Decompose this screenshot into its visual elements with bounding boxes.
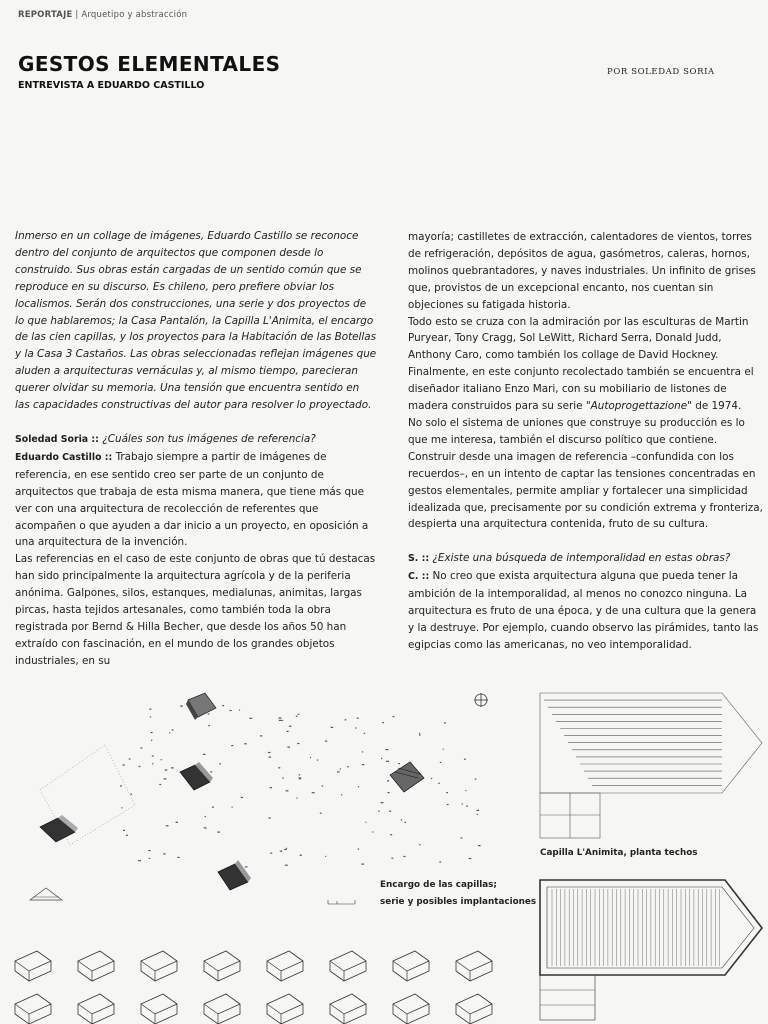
text-column-right bbox=[408, 229, 764, 654]
chapels-caption bbox=[380, 877, 536, 911]
question-2-speaker: S. :: bbox=[408, 553, 430, 565]
text-column-left bbox=[15, 228, 377, 670]
answer-1-paragraph-2: Las referencias en el caso de este conjunto de obras que tú destacas han sido principalmente la arquitectura agrícola y de la periferia anónima. Galpones, silos, estanques, medialunas, animitas, largas pircas, hasta tejidos artesanales, como también toda la obra registrada por Bernd & Hilla Becher, que desde los años 50 han extraído con fascinación, en el mundo de los grandes objetos industriales, en su bbox=[15, 553, 376, 667]
answer-2-speaker: C. :: bbox=[408, 571, 430, 583]
header-separator: | bbox=[72, 10, 82, 20]
chapel-block-2 bbox=[180, 762, 213, 790]
right-paragraph-3 bbox=[408, 364, 764, 415]
chapels-site-plan bbox=[30, 693, 488, 904]
chapel-block-1 bbox=[186, 693, 216, 720]
section-name: REPORTAJE bbox=[18, 10, 73, 20]
plan-caption: Capilla L'Animita, planta techos bbox=[540, 848, 698, 858]
question-2 bbox=[408, 550, 764, 568]
answer-1-text: Trabajo siempre a partir de imágenes de referencia, en ese sentido creo ser parte de un conjunto de arquitectos que trabaja de esta misma manera, que tiene más que ver con una arquitectura de recolección de referentes que acompañen o que ayuden a dar inicio a un proyecto, en oposición a una arquitectura de la invención. bbox=[15, 450, 369, 549]
chapel-block-4 bbox=[218, 860, 251, 890]
scale-bar bbox=[328, 900, 355, 904]
chapel-series-icons bbox=[15, 951, 492, 1024]
intro-paragraph: Inmerso en un collage de imágenes, Eduardo Castillo se reconoce dentro del conjunto de arquitectos que componen desde lo construido. Sus obras están cargadas de un sentido común que se reproduce en su discurso. Es chileno, pero prefiere obviar los localismos. Serán dos construcciones, una serie y dos proyectos de lo que hablaremos; la Casa Pantalón, la Capilla L'Animita, el encargo de las cien capillas, y los proyectos para la Habitación de las Botellas y la Casa 3 Castaños. Las obras seleccionadas reflejan imágenes que aluden a arquitecturas vernáculas y, al mismo tiempo, parecieran querer olvidar su memoria. Una tensión que encuentra sentido en las capacidades constructivas del autor para resolver lo proyectado. bbox=[15, 230, 377, 412]
roof-plan-drawing bbox=[540, 693, 762, 838]
question-1-text: ¿Cuáles son tus imágenes de referencia? bbox=[98, 432, 316, 445]
right-paragraph-2: Todo esto se cruza con la admiración por las esculturas de Martin Puryear, Tony Cragg, Sol LeWitt, Richard Serra, Donald Judd, Anthony Caro, como también los collage de David Hockney. bbox=[408, 315, 749, 362]
answer-1-speaker: Eduardo Castillo :: bbox=[15, 451, 113, 463]
question-1-speaker: Soledad Soria :: bbox=[15, 433, 99, 445]
section-header bbox=[18, 10, 187, 20]
floor-plan-drawing bbox=[540, 880, 762, 1020]
chapels-caption-line-2: serie y posibles implantaciones bbox=[380, 897, 537, 907]
answer-2 bbox=[408, 568, 764, 654]
chapels-caption-line-1: Encargo de las capillas; bbox=[380, 880, 497, 890]
question-1 bbox=[15, 431, 377, 449]
right-paragraph-3-start: Finalmente, en este conjunto recolectado también se encuentra el diseñador italiano Enzo Mari, con su mobiliario de listones de madera construidos para su serie bbox=[408, 366, 754, 413]
right-paragraph-5: Construir desde una imagen de referencia –confundida con los recuerdos–, en un intento de captar las tensiones concentradas en gestos elementales, permite ampliar y fortalecer una simplicidad idealizada que, precisamente por su condición extrema y fronteriza, despierta una arquitectura contenida, fruto de su cultura. bbox=[408, 450, 763, 531]
question-2-text: ¿Existe una búsqueda de intemporalidad en estas obras? bbox=[429, 552, 731, 565]
chapel-block-3 bbox=[40, 815, 78, 842]
section-topic: Arquetipo y abstracción bbox=[81, 10, 188, 20]
right-paragraph-1: mayoría; castilletes de extracción, calentadores de vientos, torres de refrigeración, depósitos de agua, gasómetros, caleras, hornos, molinos quebrantadores, y naves industriales. Un infinito de grises que, provistos de un excepcional encanto, nos cuentan sin objeciones su fatigada historia. bbox=[408, 231, 756, 311]
right-paragraph-3-end: de 1974. bbox=[691, 400, 742, 413]
answer-1 bbox=[15, 449, 377, 551]
small-triangle bbox=[30, 888, 62, 900]
answer-2-text: No creo que exista arquitectura alguna que pueda tener la ambición de la intemporalidad, al menos no conozco ninguna. La arquitectura es fruto de una época, y de una cultura que la genera y la destruye. Por ejemplo, cuando observo las pirámides, tanto las egipcias como las americanas, no veo intemporalidad. bbox=[408, 570, 759, 651]
right-paragraph-4: No solo el sistema de uniones que construye su producción es lo que me interesa, también el discurso político que contiene. bbox=[408, 416, 745, 446]
article-byline: POR SOLEDAD SORIA bbox=[607, 67, 715, 77]
series-title: "Autoprogettazione" bbox=[585, 400, 692, 413]
article-subtitle: ENTREVISTA A EDUARDO CASTILLO bbox=[18, 80, 205, 91]
chapel-block-5 bbox=[390, 762, 424, 792]
article-title: GESTOS ELEMENTALES bbox=[18, 52, 281, 76]
scattered-marks bbox=[120, 705, 481, 868]
